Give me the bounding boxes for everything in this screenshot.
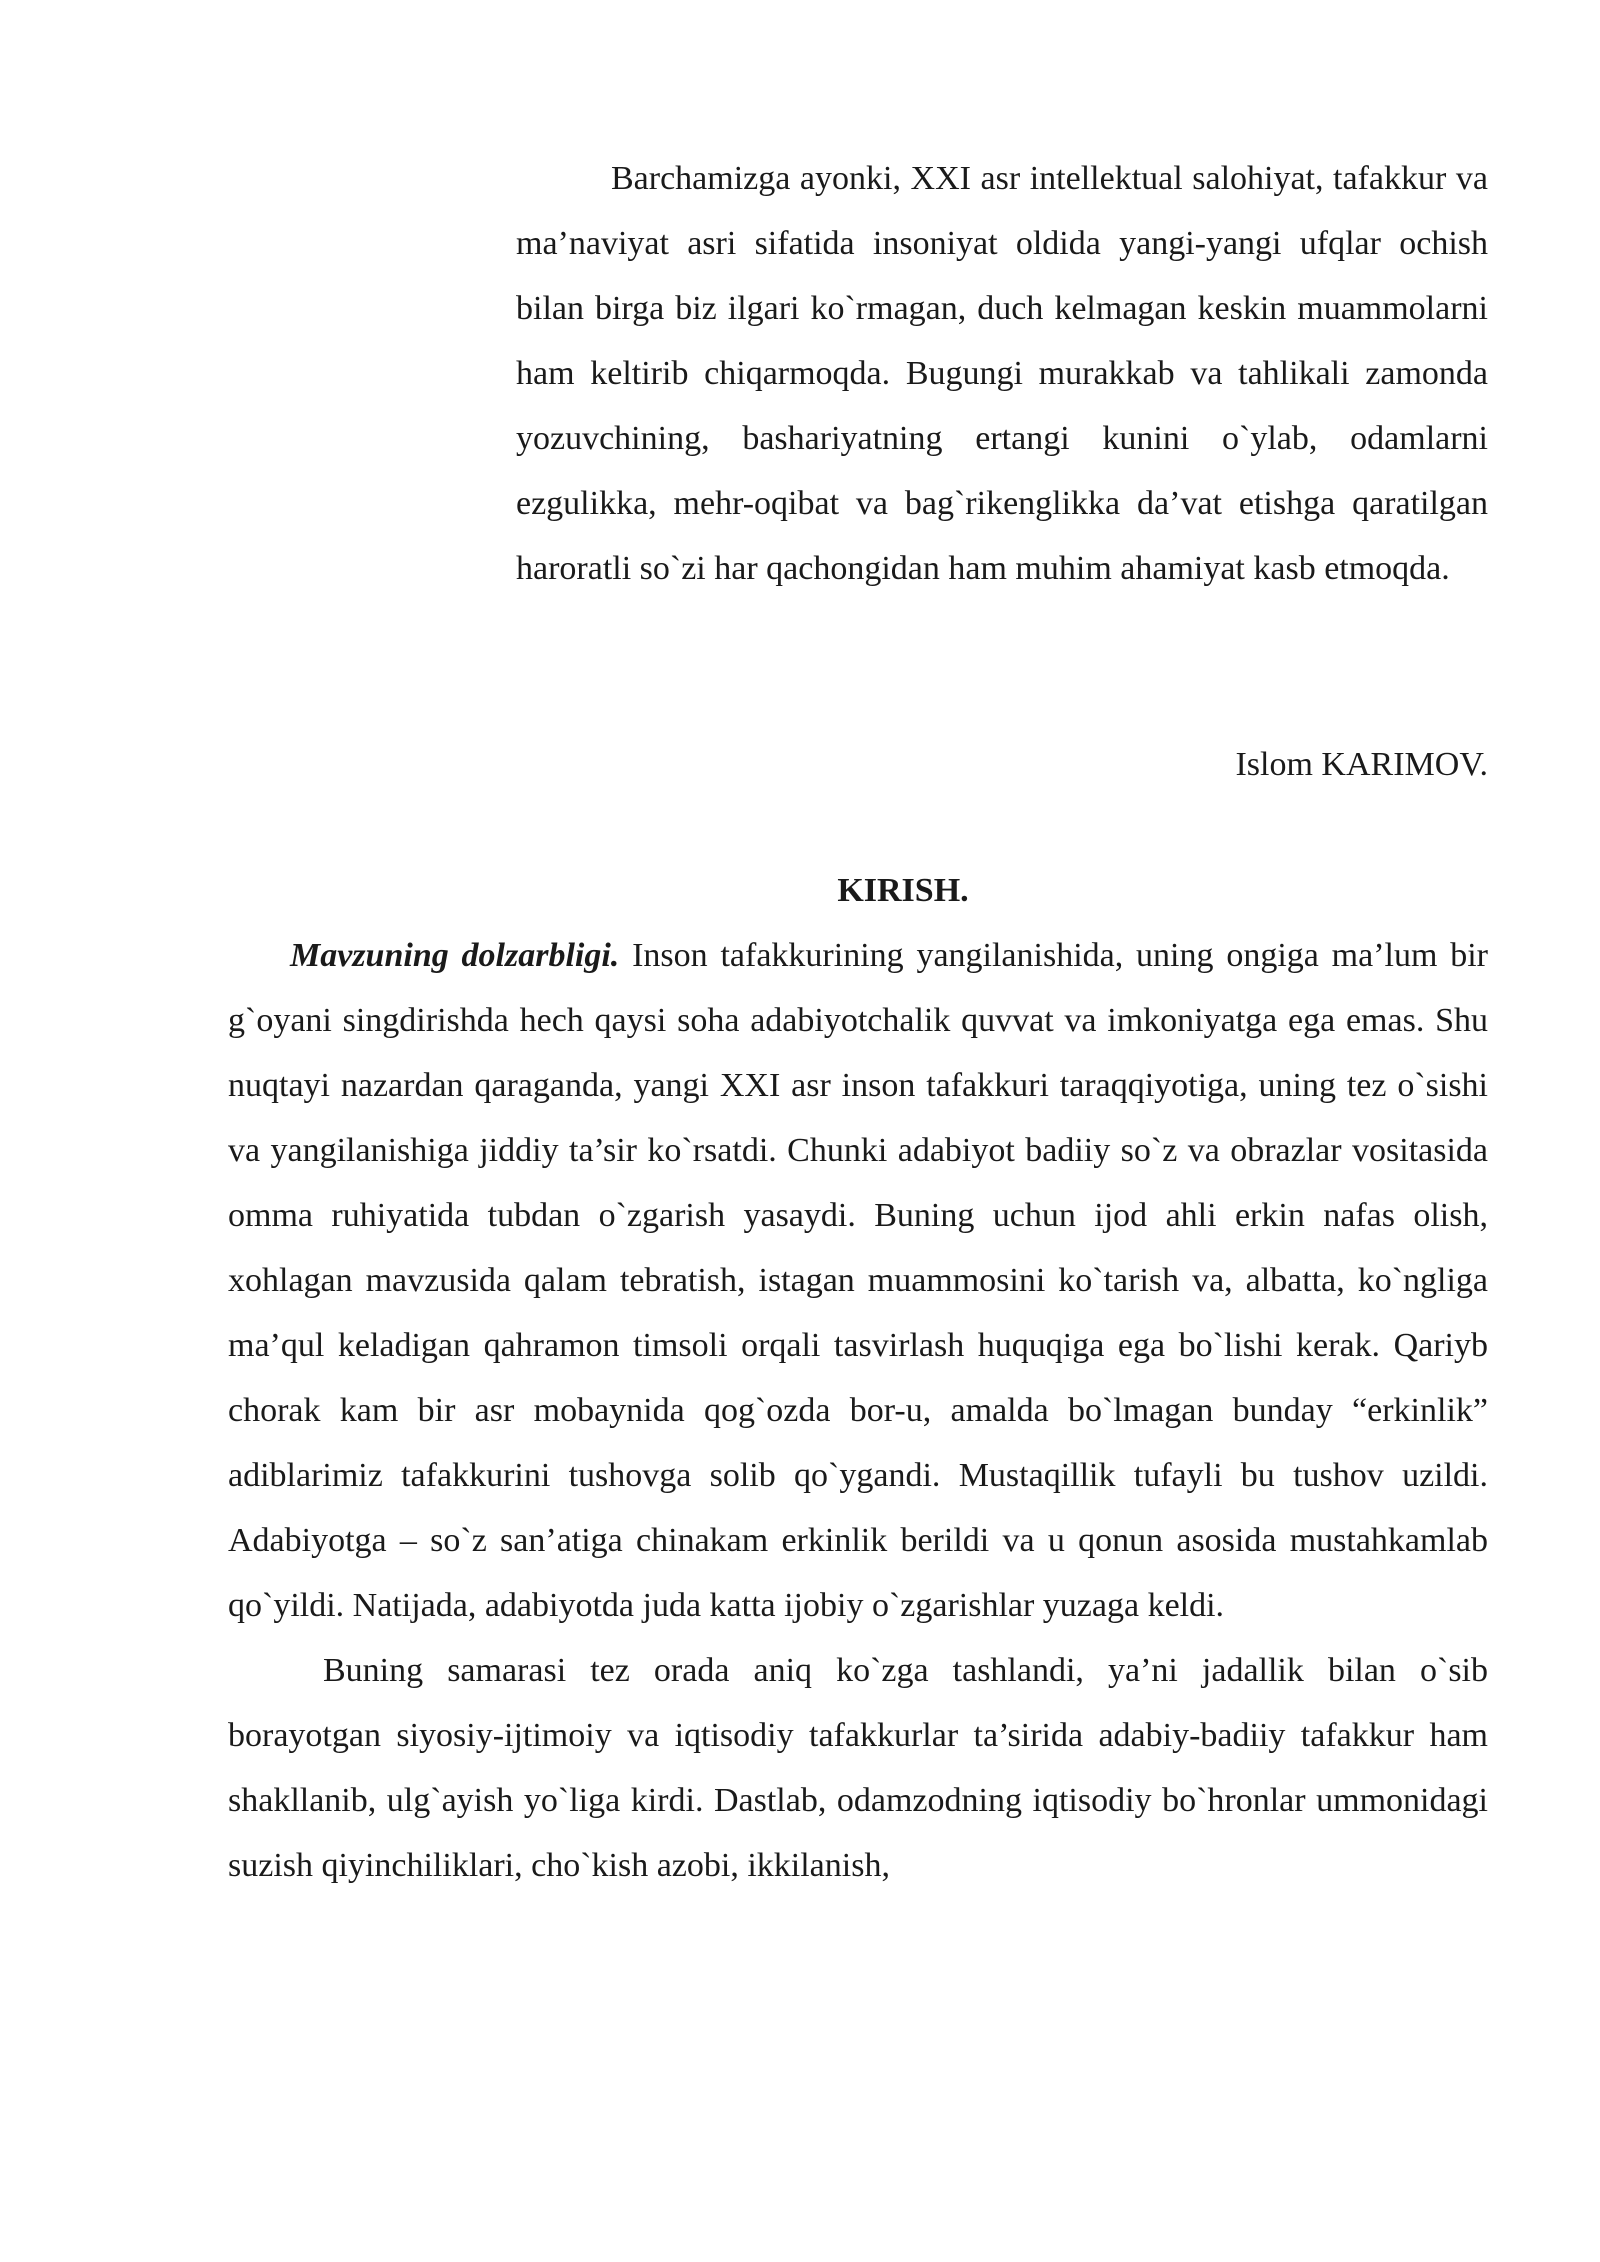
body-text (228, 923, 1488, 1898)
epigraph-author: Islom KARIMOV. (1235, 746, 1488, 783)
section-heading: KIRISH. (837, 872, 969, 909)
epigraph-quote: Barchamizga ayonki, XXI asr intellektual salohiyat, tafakkur va ma’naviyat asri sifatida insoniyat oldida yangi-yangi ufqlar ochish bilan birga biz ilgari ko`rmagan, duch kelmagan keskin muammolarni ham keltirib chiqarmoqda. Bugungi murakkab va tahlikali zamonda yozuvchining, bashariyatning ertangi kunini o`ylab, odamlarni ezgulikka, mehr-oqibat va bag`rikenglikka da’vat etishga qaratilgan haroratli so`zi har qachongidan ham muhim ahamiyat kasb etmoqda. (516, 160, 1488, 587)
paragraph-relevance-text: Inson tafakkurining yangilanishida, uning ongiga ma’lum bir g`oyani singdirishda hech qaysi soha adabiyotchalik quvvat va imkoniyatga ega emas. Shu nuqtayi nazardan qaraganda, yangi XXI asr inson tafakkuri taraqqiyotiga, uning tez o`sishi va yangilanishiga jiddiy ta’sir ko`rsatdi. Chunki adabiyot badiiy so`z va obrazlar vositasida omma ruhiyatida tubdan o`zgarish yasaydi. Buning uchun ijod ahli erkin nafas olish, xohlagan mavzusida qalam tebratish, istagan muammosini ko`tarish va, albatta, ko`ngliga ma’qul keladigan qahramon timsoli orqali tasvirlash huquqiga ega bo`lishi kerak. Qariyb chorak kam bir asr mobaynida qog`ozda bor-u, amalda bo`lmagan bunday “erkinlik” adiblarimiz tafakkurini tushovga solib qo`ygandi. Mustaqillik tufayli bu tushov uzildi. Adabiyotga – so`z san’atiga chinakam erkinlik berildi va u qonun asosida mustahkamlab qo`yildi. Natijada, adabiyotda juda katta ijobiy o`zgarishlar yuzaga keldi. (228, 937, 1488, 1624)
paragraph-relevance (228, 923, 1488, 1638)
paragraph-lead-phrase: Mavzuning dolzarbligi. (290, 937, 620, 974)
paragraph-results: Buning samarasi tez orada aniq ko`zga tashlandi, ya’ni jadallik bilan o`sib borayotgan siyosiy-ijtimoiy va iqtisodiy tafakkurlar ta’sirida adabiy-badiiy tafakkur ham shakllanib, ulg`ayish yo`liga kirdi. Dastlab, odamzodning iqtisodiy bo`hronlar ummonidagi suzish qiyinchiliklari, cho`kish azobi, ikkilanish, (228, 1652, 1488, 1884)
